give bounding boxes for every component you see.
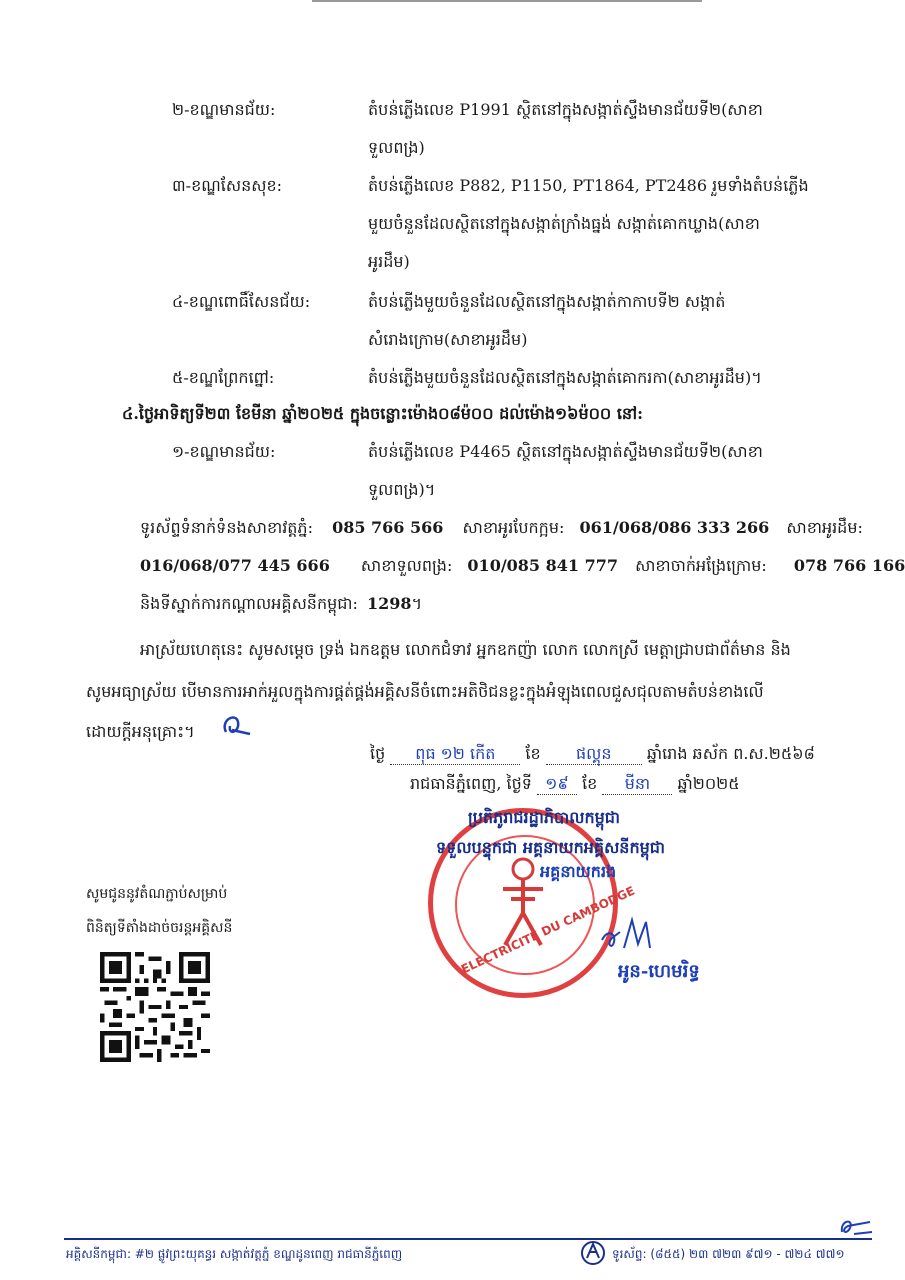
official-stamp [428, 808, 637, 998]
solar-year: ឆ្នាំ២០២៥ [677, 774, 740, 793]
footer-divider [64, 1238, 872, 1240]
contact-label: ទូរស័ព្ទទំនាក់ទំនងសាខាវត្តភ្នំ: [140, 518, 313, 537]
phone-number: 1298 [366, 594, 412, 613]
edc-logo-icon [578, 1238, 608, 1268]
contact-end: ។ [411, 594, 423, 613]
signature-title-2: ទទួលបន្ទុកជា អគ្គនាយកអគ្គិសនីកម្ពុជា [436, 838, 666, 857]
district-desc: តំបន់ភ្លើងលេខ P882, P1150, PT1864, PT2486 រួមទាំងតំបន់ភ្លើង [368, 176, 809, 195]
handwritten-signature-icon [598, 910, 668, 960]
qr-caption: សូមជូននូវតំណភ្ជាប់សម្រាប់ [86, 886, 228, 902]
lunar-date [370, 744, 815, 765]
top-border-line [312, 0, 702, 2]
district-desc: តំបន់ភ្លើងមួយចំនួនដែលស្ថិតនៅក្នុងសង្កាត់គោករកា(សាខាអូរដឹម)។ [368, 368, 762, 387]
qr-code-icon[interactable] [100, 952, 210, 1062]
contact-line [140, 556, 905, 576]
district-label: ២-ខណ្ឌមានជ័យ: [172, 100, 276, 119]
contact-line [140, 594, 422, 614]
solar-prefix: រាជធានីភ្នំពេញ, ថ្ងៃទី [410, 774, 532, 793]
solar-month: មីនា [602, 774, 672, 795]
phone-number: 085 766 566 [332, 518, 444, 537]
phone-number: 016/068/077 445 666 [140, 556, 330, 575]
initial-mark-icon [218, 710, 258, 742]
district-label: ៤-ខណ្ឌពោធិ៍សែនជ័យ: [172, 292, 311, 311]
initial-mark-icon [836, 1212, 876, 1242]
solar-day: ១៩ [537, 774, 577, 795]
day-heading: ៤.ថ្ងៃអាទិត្យទី២៣ ខែមីនា ឆ្នាំ២០២៥ ក្នុងចន្លោះម៉ោង០៨ម៉០០ ដល់ម៉ោង១៦ម៉០០ នៅ: [122, 404, 644, 423]
lunar-month: ផល្គុន [546, 744, 642, 765]
contact-label: សាខាចាក់អង្រែក្រោម: [635, 556, 767, 575]
contact-label: និងទីស្នាក់ការកណ្តាលអគ្គិសនីកម្ពុជា: [140, 594, 358, 613]
stamp-text: ELECTRICITE DU CAMBODGE [458, 883, 637, 977]
district-desc: ទួលពង្រ)។ [368, 480, 436, 499]
solar-month-prefix: ខែ [582, 774, 598, 793]
solar-date [410, 774, 740, 795]
phone-number: 078 766 166 [793, 556, 905, 575]
lunar-month-prefix: ខែ [525, 744, 541, 763]
lunar-day: ពុធ ១២ កើត [390, 744, 520, 765]
district-label: ៥-ខណ្ឌព្រែកព្នៅ: [172, 368, 275, 387]
phone-number: 061/068/086 333 266 [579, 518, 770, 537]
district-desc: តំបន់ភ្លើងលេខ P4465 ស្ថិតនៅក្នុងសង្កាត់ស្ទឹងមានជ័យទី២(សាខា [368, 442, 763, 461]
closing-paragraph-line: ដោយក្តីអនុគ្រោះ។ [86, 722, 195, 741]
closing-paragraph-line: អាស្រ័យហេតុនេះ សូមសម្តេច ទ្រង់ ឯកឧត្តម លោកជំទាវ អ្នកឧកញ៉ា លោក លោកស្រី មេត្តាជ្រាបជាព័ត៌មាន និង [140, 640, 791, 659]
contact-line [140, 518, 863, 538]
contact-label: សាខាអូរដឹម: [786, 518, 863, 537]
lunar-year: ឆ្នាំរោង ឆស័ក ព.ស.២៥៦៨ [646, 744, 815, 763]
signature-title-3: អគ្គនាយករង [540, 862, 617, 881]
district-label: ១-ខណ្ឌមានជ័យ: [172, 442, 276, 461]
district-label: ៣-ខណ្ឌសែនសុខ: [172, 176, 283, 195]
district-desc: សំរោងក្រោម(សាខាអូរដឹម) [368, 330, 528, 349]
footer-address: អគ្គិសនីកម្ពុជា: #២ ផ្លូវព្រះយុគន្ធរ សង្កាត់វត្តភ្នំ ខណ្ឌដូនពេញ រាជធានីភ្នំពេញ [66, 1247, 403, 1261]
signature-title-1: ប្រតិភូរាជរដ្ឋាភិបាលកម្ពុជា [468, 808, 621, 827]
district-desc: តំបន់ភ្លើងលេខ P1991 ស្ថិតនៅក្នុងសង្កាត់ស្ទឹងមានជ័យទី២(សាខា [368, 100, 763, 119]
district-desc: តំបន់ភ្លើងមួយចំនួនដែលស្ថិតនៅក្នុងសង្កាត់កាកាបទី២ សង្កាត់ [368, 292, 726, 311]
signatory-name: អូន-ហេមរិទ្ធ [618, 961, 700, 982]
district-desc: មួយចំនួនដែលស្ថិតនៅក្នុងសង្កាត់ក្រាំងធ្នង់ សង្កាត់គោកឃ្លាង(សាខា [368, 214, 760, 233]
district-desc: អូរដឹម) [368, 252, 410, 271]
district-desc: ទួលពង្រ) [368, 138, 425, 157]
qr-caption: ពិនិត្យទីតាំងដាច់ចរន្តអគ្គិសនី [86, 920, 233, 936]
lunar-prefix: ថ្ងៃ [370, 744, 386, 763]
closing-paragraph-line: សូមអធ្យាស្រ័យ បើមានការអាក់អួលក្នុងការផ្គត់ផ្គង់អគ្គិសនីចំពោះអតិថិជនខ្លះក្នុងអំឡុងពេលជួសជុលតាមតំបន់ខាងលើ [86, 682, 764, 701]
contact-label: សាខាអូរបែកក្អម: [462, 518, 565, 537]
footer-phone: ទូរស័ព្ទ: (៨៥៥) ២៣ ៧២៣ ៩៧១ - ៧២៤ ៧៧១ [612, 1247, 845, 1261]
contact-label: សាខាទួលពង្រ: [360, 556, 453, 575]
phone-number: 010/085 841 777 [467, 556, 618, 575]
